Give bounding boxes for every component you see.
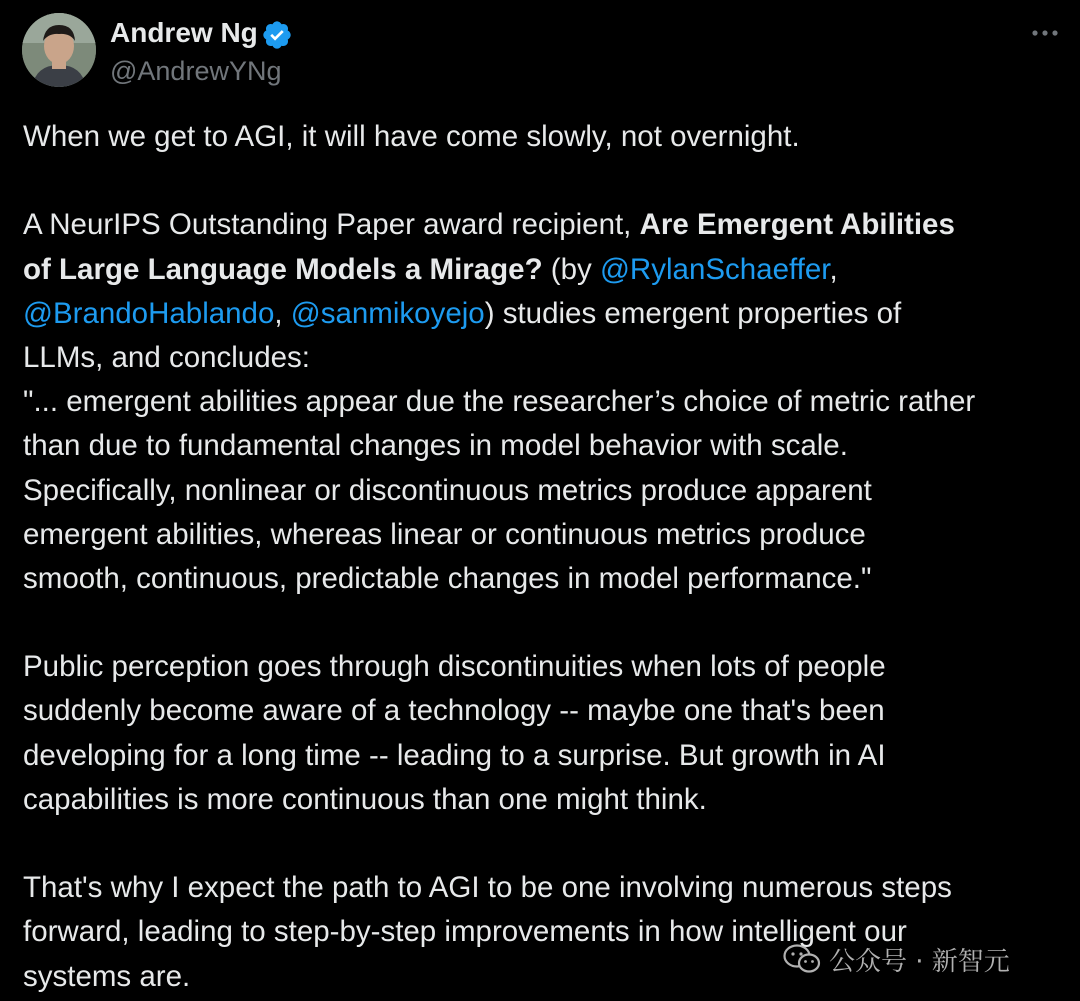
author-name[interactable]: Andrew Ng [110,17,258,48]
text-line: LLMs, and concludes: [23,340,310,374]
text-span: (by [542,252,600,286]
text-line: That's why I expect the path to AGI to be one involving numerous steps [23,871,952,905]
tweet-text [23,115,1068,999]
ellipsis-horizontal-icon[interactable] [1030,22,1060,44]
text-line: emergent abilities, whereas linear or continuous metrics produce [23,517,866,551]
paper-title: of Large Language Models a Mirage? [23,252,543,286]
text-span: , [829,252,838,286]
text-line: forward, leading to step-by-step improvements in how intelligent our [23,915,907,949]
text-span: , [274,296,291,330]
verified-badge-icon [261,19,293,51]
watermark-text: 公众号 · 新智元 [829,946,1010,977]
text-line: capabilities is more continuous than one might think. [23,782,707,816]
text-line: When we get to AGI, it will have come slowly, not overnight. [23,120,800,153]
mention-link[interactable]: @sanmikoyejo [290,296,485,330]
avatar-photo [22,13,96,87]
text-line [23,203,1068,247]
text-line: than due to fundamental changes in model behavior with scale. [23,429,848,463]
paper-title: Are Emergent Abilities [639,208,955,242]
author-handle[interactable]: @AndrewYNg [110,56,282,86]
mention-link[interactable]: @RylanSchaeffer [599,252,830,286]
text-line: developing for a long time -- leading to a surprise. But growth in AI [23,738,886,772]
wechat-icon [783,943,821,975]
text-span: A NeurIPS Outstanding Paper award recipient, [23,208,640,242]
text-line [23,248,1068,292]
text-line: Public perception goes through discontinuities when lots of people [23,650,886,684]
text-line: Specifically, nonlinear or discontinuous metrics produce apparent [23,473,872,507]
text-line [23,292,1068,336]
mention-link[interactable]: @BrandoHablando [23,296,275,330]
text-line: "... emergent abilities appear due the researcher’s choice of metric rather [23,385,976,419]
watermark [783,939,1010,979]
text-span: ) studies emergent properties of [484,296,902,330]
text-line: suddenly become aware of a technology -- maybe one that's been [23,694,885,728]
text-line: systems are. [23,959,191,993]
text-line: smooth, continuous, predictable changes in model performance." [23,561,872,595]
avatar[interactable] [22,13,96,87]
